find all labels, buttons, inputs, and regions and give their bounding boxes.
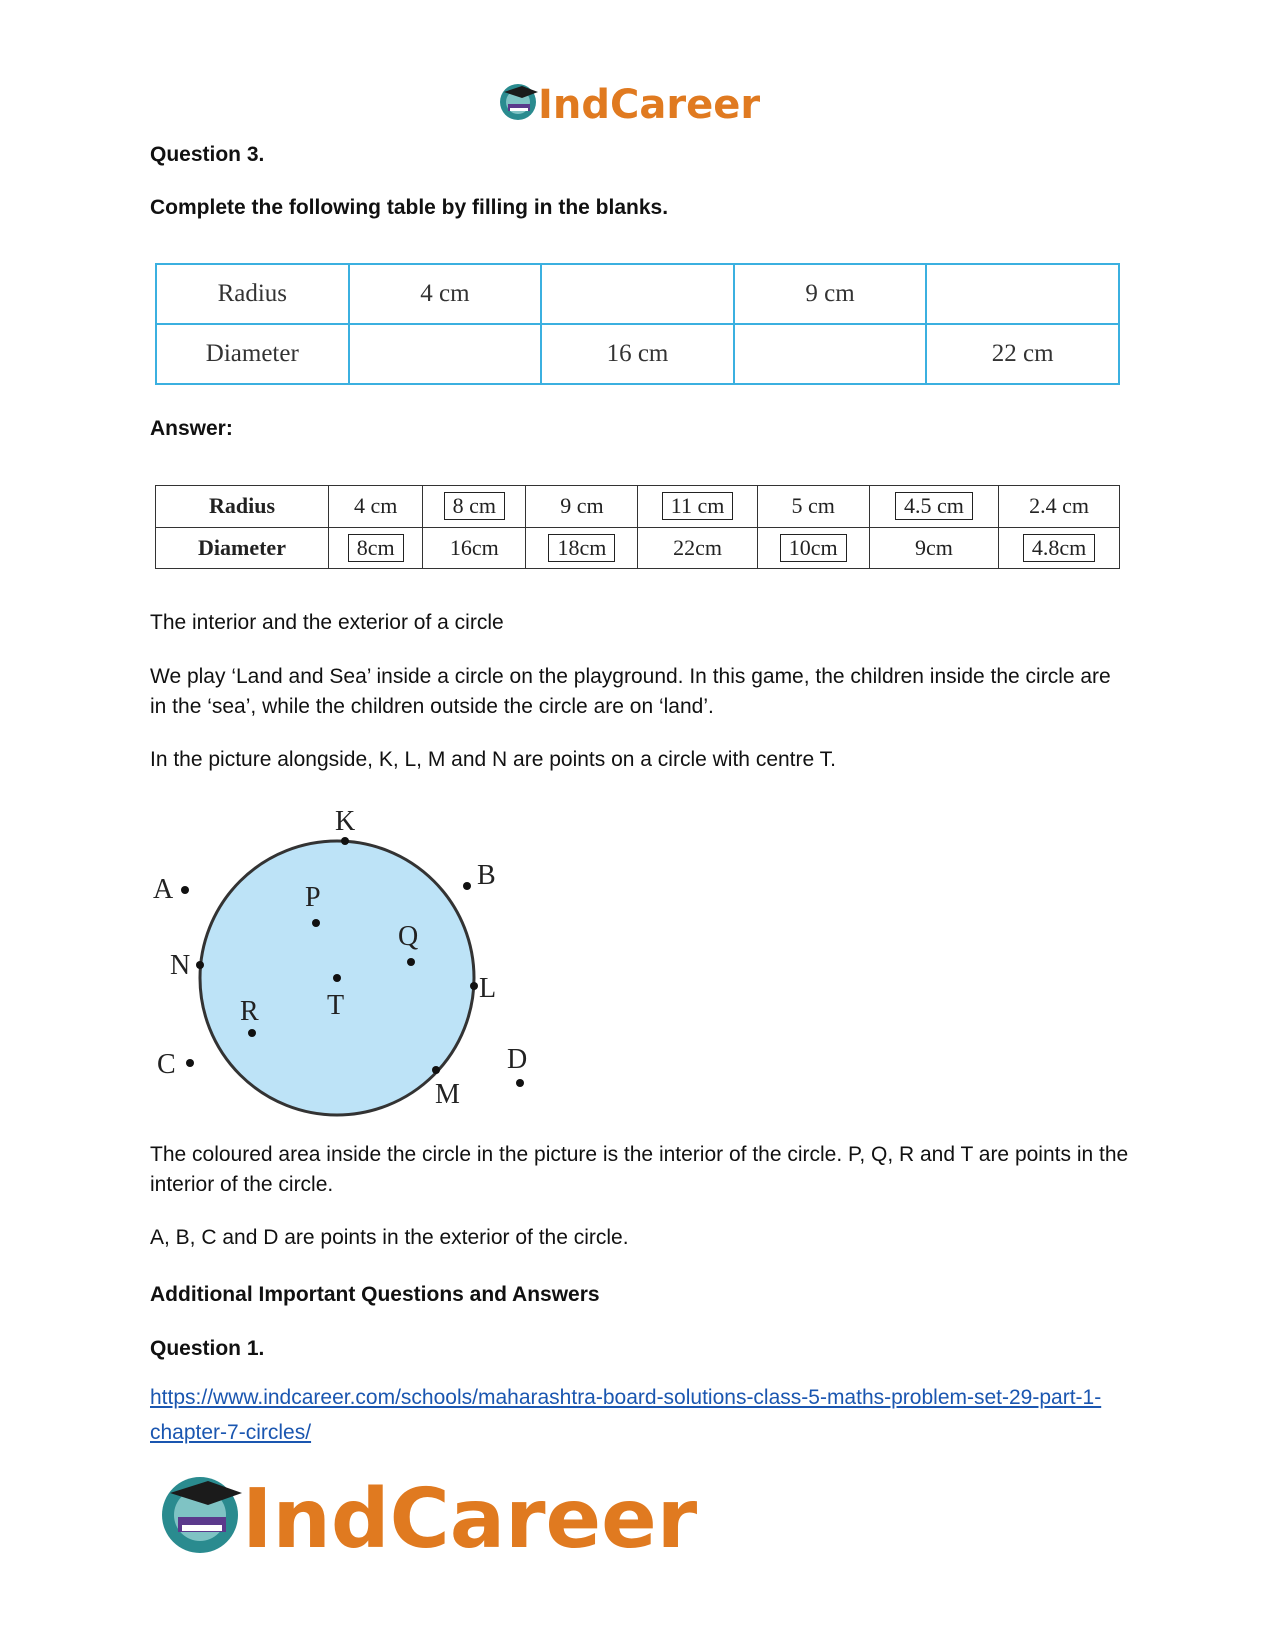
label-r: R <box>240 996 259 1027</box>
label-a: A <box>153 874 174 905</box>
table-row <box>156 324 1119 384</box>
table-row <box>156 527 1120 569</box>
point-t <box>333 974 341 982</box>
point-m <box>432 1066 440 1074</box>
table-row <box>156 264 1119 324</box>
graduation-cap-globe-icon <box>162 1477 242 1553</box>
answer-table <box>155 485 1120 569</box>
table-cell <box>734 324 927 384</box>
table-cell <box>926 264 1119 324</box>
table-cell: 4 cm <box>329 486 423 528</box>
paragraph: In the picture alongside, K, L, M and N are points on a circle with centre T. <box>150 748 836 771</box>
point-b <box>463 882 471 890</box>
question-table <box>155 263 1120 385</box>
graduation-cap-globe-icon <box>500 84 538 120</box>
diameter-header: Diameter <box>156 527 329 569</box>
point-p <box>312 919 320 927</box>
paragraph: A, B, C and D are points in the exterior of the circle. <box>150 1226 629 1249</box>
table-cell: Radius <box>156 264 349 324</box>
table-cell <box>329 527 423 569</box>
filled-answer: 10cm <box>780 534 847 562</box>
point-k <box>341 837 349 845</box>
paragraph: The coloured area inside the circle in the picture is the interior of the circle. P, Q, R and T are points in the interior of the circle. <box>150 1143 1129 1196</box>
table-cell: 22cm <box>638 527 757 569</box>
filled-answer: 8cm <box>348 534 404 562</box>
table-cell: 2.4 cm <box>999 486 1120 528</box>
table-cell: 22 cm <box>926 324 1119 384</box>
label-d: D <box>507 1044 528 1075</box>
label-c: C <box>157 1049 176 1080</box>
circle-diagram <box>145 800 545 1120</box>
table-cell <box>423 486 526 528</box>
table-cell: 4 cm <box>349 264 542 324</box>
additional-heading: Additional Important Questions and Answers <box>150 1283 600 1306</box>
table-cell: Diameter <box>156 324 349 384</box>
indcareer-logo <box>498 78 768 128</box>
label-b: B <box>477 860 496 891</box>
point-r <box>248 1029 256 1037</box>
table-cell <box>541 264 734 324</box>
filled-answer: 8 cm <box>444 492 505 520</box>
table-cell: 16cm <box>423 527 526 569</box>
answer-label: Answer: <box>150 417 233 440</box>
point-q <box>407 958 415 966</box>
filled-answer: 4.8cm <box>1023 534 1095 562</box>
question-instruction: Complete the following table by filling in the blanks. <box>150 196 669 219</box>
section-heading: The interior and the exterior of a circle <box>150 611 504 634</box>
question-title: Question 3. <box>150 143 265 166</box>
point-n <box>196 961 204 969</box>
filled-answer: 11 cm <box>662 492 734 520</box>
label-q: Q <box>398 921 419 952</box>
source-link[interactable]: https://www.indcareer.com/schools/maharashtra-board-solutions-class-5-maths-problem-set-29-part-1-chapter-7-circles/ <box>150 1386 1102 1444</box>
point-a <box>181 886 189 894</box>
table-cell: 5 cm <box>757 486 869 528</box>
label-t: T <box>327 990 345 1021</box>
brand-name: IndCareer <box>242 1472 698 1560</box>
label-k: K <box>335 806 356 837</box>
label-p: P <box>305 882 321 913</box>
table-cell: 16 cm <box>541 324 734 384</box>
table-cell <box>349 324 542 384</box>
point-d <box>516 1079 524 1087</box>
radius-header: Radius <box>156 486 329 528</box>
filled-answer: 18cm <box>548 534 615 562</box>
table-cell <box>638 486 757 528</box>
table-cell <box>526 527 638 569</box>
table-cell: 9cm <box>869 527 999 569</box>
table-cell <box>869 486 999 528</box>
paragraph: We play ‘Land and Sea’ inside a circle on the playground. In this game, the children inside the circle are in the ‘sea’, while the children outside the circle are on ‘land’. <box>150 665 1111 718</box>
table-row <box>156 486 1120 528</box>
table-cell <box>757 527 869 569</box>
label-l: L <box>479 973 497 1004</box>
table-cell: 9 cm <box>526 486 638 528</box>
brand-name: IndCareer <box>538 82 761 128</box>
table-cell <box>999 527 1120 569</box>
label-m: M <box>435 1079 460 1110</box>
additional-question-title: Question 1. <box>150 1337 265 1360</box>
point-c <box>186 1059 194 1067</box>
filled-answer: 4.5 cm <box>895 492 973 520</box>
table-cell: 9 cm <box>734 264 927 324</box>
label-n: N <box>170 950 191 981</box>
indcareer-logo <box>158 1465 698 1560</box>
point-l <box>470 982 478 990</box>
